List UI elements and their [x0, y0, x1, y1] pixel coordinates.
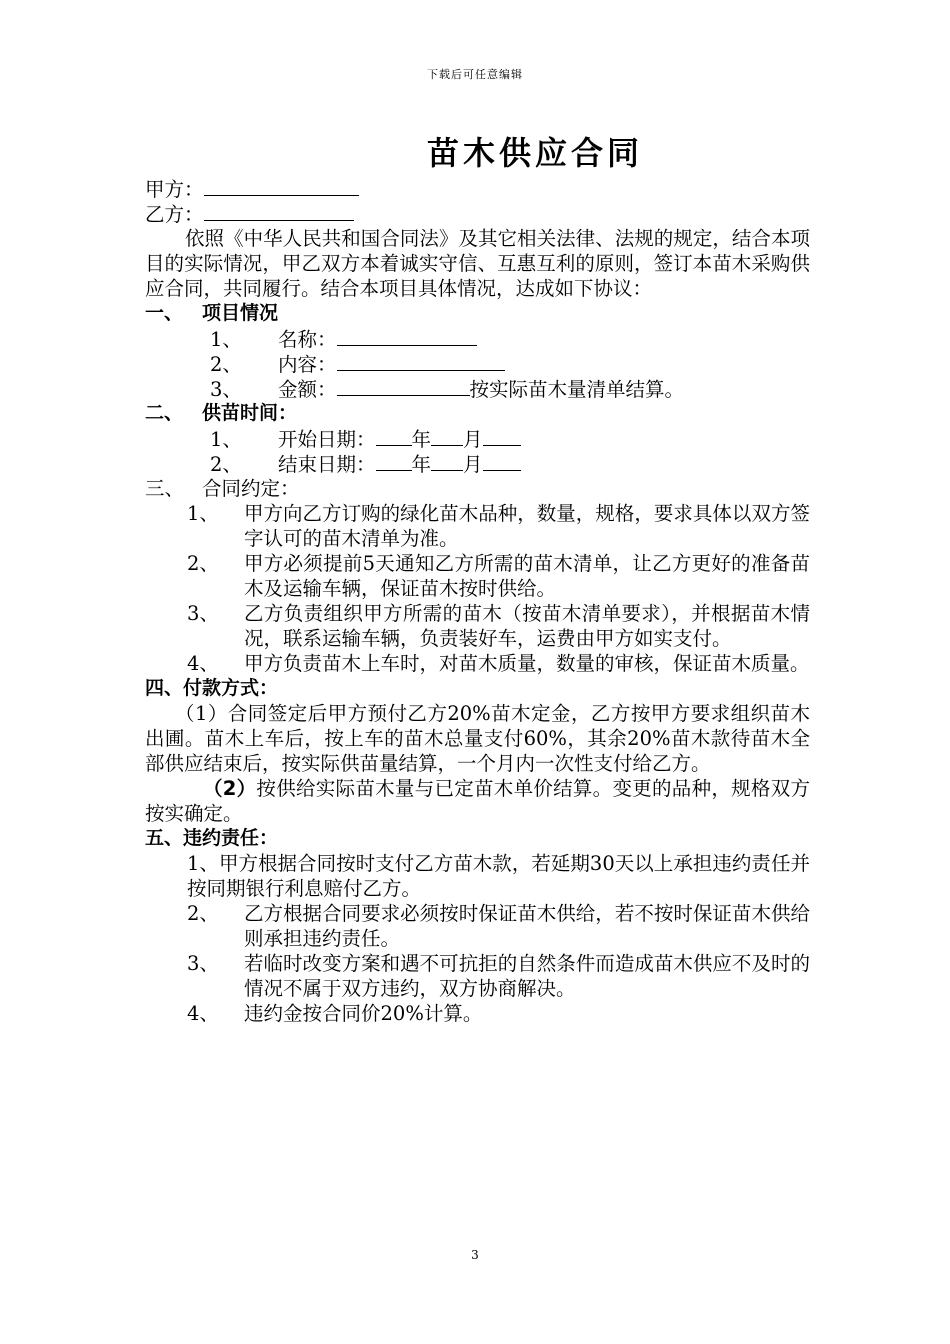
item-number: 2、: [210, 453, 242, 476]
item-text: 甲方向乙方订购的绿化苗木品种，数量，规格，要求具体以双方签字认可的苗木清单为准。: [244, 502, 810, 550]
day-blank: [483, 451, 521, 471]
clause-3-2: [145, 551, 810, 601]
clause-5-1: 1、甲方根据合同按时支付乙方苗木款，若延期30天以上承担违约责任并按同期银行利息赔付乙方。: [187, 852, 810, 900]
clause-3-4: [145, 651, 810, 676]
year-label: 年: [411, 453, 432, 476]
item-number: 4、: [187, 1002, 219, 1025]
clause-5-4: [145, 1001, 810, 1026]
item-number: 2、: [187, 902, 219, 925]
item-text: 若临时改变方案和遇不可抗拒的自然条件而造成苗木供应不及时的情况不属于双方违约，双方协商解决。: [244, 952, 810, 1000]
item-number: 4、: [187, 652, 219, 675]
content-blank: [337, 351, 505, 371]
item-number: 1、: [210, 328, 242, 351]
project-amount-row: [145, 376, 810, 401]
section-3-title: 合同约定：: [202, 477, 300, 500]
month-label: 月: [463, 453, 483, 476]
item-number: 2、: [187, 552, 219, 575]
payment-paragraph-2: [145, 776, 810, 826]
item-text: 违约金按合同价20%计算。: [244, 1002, 483, 1025]
item-number: 3、: [210, 378, 242, 401]
item-label: 开始日期：: [278, 428, 376, 451]
clause-3-3: [145, 601, 810, 651]
payment-paragraph-1: （1）合同签定后甲方预付乙方20%苗木定金，乙方按甲方要求组织苗木出圃。苗木上车后，按上车的苗木总量支付60%，其余20%苗木款待苗木全部供应结束后，按实际供苗量结算，一个月内一次性支付给乙方。: [145, 702, 810, 775]
item-number: 3、: [187, 952, 219, 975]
month-label: 月: [463, 428, 483, 451]
section-2-title: 供苗时间：: [202, 402, 298, 424]
party-a-line: [145, 176, 810, 201]
project-content-row: [145, 351, 810, 376]
end-date-row: [145, 451, 810, 476]
party-b-blank: [204, 201, 354, 221]
clause-3-1: [145, 501, 810, 551]
section-2-number: 二、: [145, 402, 184, 424]
item-label: 结束日期：: [278, 453, 376, 476]
section-3-heading: [145, 476, 810, 501]
section-1-title: 项目情况: [202, 302, 279, 324]
name-blank: [337, 326, 477, 346]
month-blank: [431, 451, 463, 471]
month-blank: [431, 426, 463, 446]
section-3-number: 三、: [145, 477, 185, 500]
payment-2-number: （2）: [203, 777, 257, 800]
item-text: 甲方必须提前5天通知乙方所需的苗木清单，让乙方更好的准备苗木及运输车辆，保证苗木按时供给。: [244, 552, 810, 600]
clause-5-3: [145, 951, 810, 1001]
item-text: 乙方根据合同要求必须按时保证苗木供给，若不按时保证苗木供给则承担违约责任。: [244, 902, 810, 950]
item-text: 甲方负责苗木上车时，对苗木质量，数量的审核，保证苗木质量。: [244, 652, 810, 675]
page-header: 下载后可任意编辑: [427, 68, 523, 81]
item-label: 金额：: [278, 378, 337, 401]
project-name-row: [145, 326, 810, 351]
item-number: 1、: [187, 502, 219, 525]
party-b-label: 乙方：: [145, 203, 204, 226]
contract-body: [145, 176, 810, 1026]
section-1-heading: [145, 301, 810, 326]
year-label: 年: [411, 428, 432, 451]
section-5-heading: 五、违约责任：: [145, 827, 279, 849]
amount-suffix: 按实际苗木量清单结算。: [469, 378, 685, 401]
item-number: 3、: [187, 602, 219, 625]
payment-2-text: 按供给实际苗木量与已定苗木单价结算。变更的品种，规格双方按实确定。: [145, 777, 810, 825]
year-blank: [376, 451, 412, 471]
item-label: 名称：: [278, 328, 337, 351]
party-a-blank: [204, 176, 359, 196]
item-text: 乙方负责组织甲方所需的苗木（按苗木清单要求），并根据苗木情况，联系运输车辆，负责装好车，运费由甲方如实支付。: [244, 602, 810, 650]
start-date-row: [145, 426, 810, 451]
intro-paragraph: 依照《中华人民共和国合同法》及其它相关法律、法规的规定，结合本项目的实际情况，甲乙双方本着诚实守信、互惠互利的原则，签订本苗木采购供应合同，共同履行。结合本项目具体情况，达成如下协议：: [145, 227, 810, 300]
section-4-heading: 四、付款方式：: [145, 677, 279, 699]
item-number: 2、: [210, 353, 242, 376]
day-blank: [483, 426, 521, 446]
page-number: 3: [471, 1248, 479, 1262]
item-label: 内容：: [278, 353, 337, 376]
party-b-line: [145, 201, 810, 226]
amount-blank: [337, 376, 470, 396]
clause-5-2: [145, 901, 810, 951]
section-1-number: 一、: [145, 302, 184, 324]
document-title: 苗木供应合同: [426, 134, 643, 172]
section-2-heading: [145, 401, 810, 426]
item-number: 1、: [210, 428, 242, 451]
year-blank: [376, 426, 412, 446]
party-a-label: 甲方：: [145, 178, 204, 201]
